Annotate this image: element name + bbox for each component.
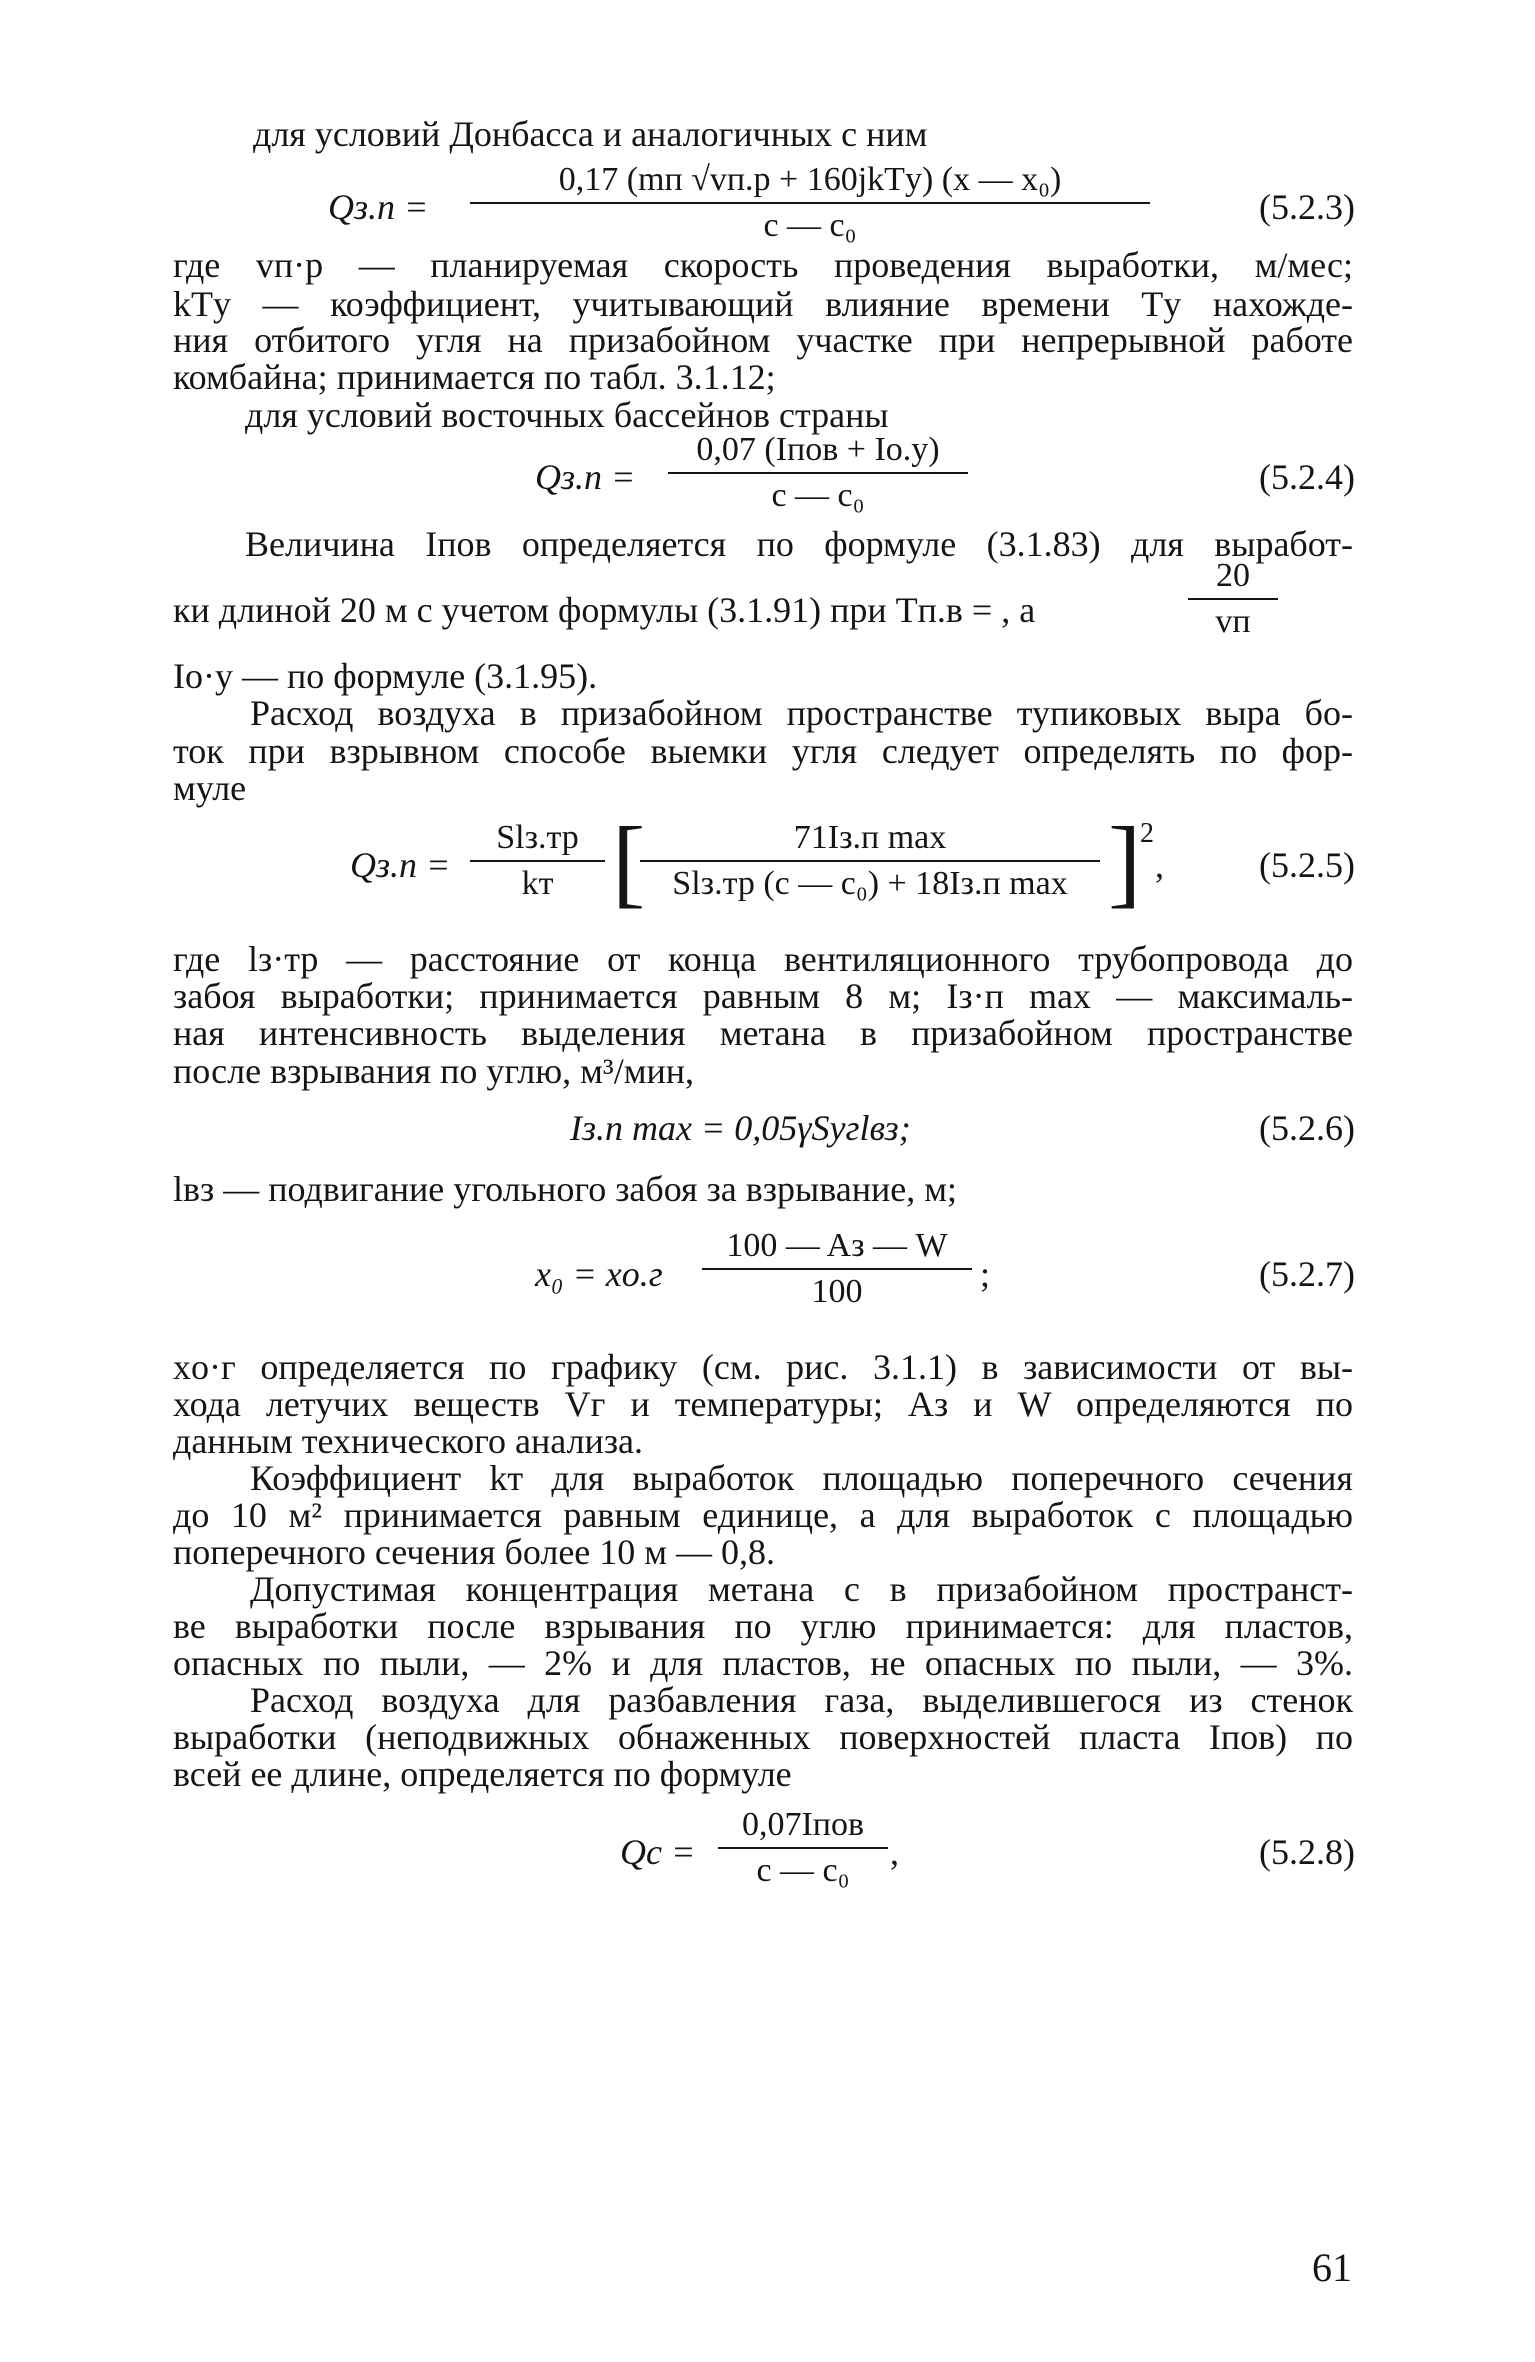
text-line: kTу — коэффициент, учитывающий влияние времени Tу нахожде- (173, 284, 1353, 324)
text-line: ток при взрывном способе выемки угля следует определять по фор- (173, 731, 1353, 771)
fraction-numerator: 20 (1216, 557, 1250, 594)
text-line: Расход воздуха для разбавления газа, выделившегося из стенок (250, 1680, 1353, 1720)
fraction-denominator: Slз.тр (c — c₀) + 18Iз.п max (672, 865, 1068, 902)
fraction-bar (470, 860, 605, 862)
text-line: ки длиной 20 м с учетом формулы (3.1.91) при Tп.в = , а (173, 590, 1036, 630)
fraction-bar (718, 1847, 888, 1849)
exponent: 2 (1140, 818, 1154, 849)
text-line: где vп·р — планируемая скорость проведения выработки, м/мес; (173, 245, 1353, 285)
text-line: всей ее длине, определяется по формуле (173, 1754, 792, 1794)
text-line: выработки (неподвижных обнаженных поверхностей пласта Iпов) по (173, 1717, 1353, 1757)
left-bracket: [ (612, 806, 646, 917)
text-line: опасных по пыли, — 2% и для пластов, не опасных по пыли, — 3%. (173, 1643, 1353, 1683)
equation-number: (5.2.3) (1259, 187, 1355, 227)
text-line: ния отбитого угля на призабойном участке при непрерывной работе (173, 320, 1353, 360)
equation-fraction (470, 818, 605, 904)
fraction-denominator: vп (1215, 603, 1251, 640)
text-line: забоя выработки; принимается равным 8 м; Iз·п max — максималь- (173, 976, 1353, 1016)
equation-fraction (640, 818, 1100, 904)
equation-number: (5.2.4) (1259, 457, 1355, 497)
equation-fraction (702, 1226, 972, 1312)
equation-lhs: Qз.п = (328, 187, 429, 227)
text-line: ве выработки после взрывания по углю принимается: для пластов, (173, 1606, 1353, 1646)
fraction-numerator: 0,07 (Iпов + Iо.у) (696, 431, 940, 468)
fraction-bar (668, 472, 968, 474)
text-line: ная интенсивность выделения метана в призабойном пространстве (173, 1013, 1353, 1053)
text-line: поперечного сечения более 10 м — 0,8. (173, 1532, 776, 1572)
text-line: Допустимая концентрация метана c в призабойном пространст- (250, 1569, 1353, 1609)
text-line: lвз — подвигание угольного забоя за взрывание, м; (173, 1169, 957, 1209)
equation-number: (5.2.5) (1259, 845, 1355, 885)
text-line: для условий восточных бассейнов страны (245, 395, 889, 435)
equation-number: (5.2.7) (1259, 1254, 1355, 1294)
fraction-numerator: 0,07Iпов (741, 1806, 865, 1843)
fraction-numerator: 71Iз.п max (793, 819, 947, 856)
equation-lhs: Qc = (620, 1832, 696, 1872)
semicolon: ; (980, 1254, 991, 1294)
equation-fraction (470, 160, 1150, 246)
fraction-denominator: c — c₀ (763, 207, 857, 244)
equation-lhs: x₀ = xо.г (535, 1254, 663, 1294)
text-line: комбайна; принимается по табл. 3.1.12; (173, 357, 776, 397)
comma: , (890, 1832, 899, 1872)
fraction-denominator: c — c₀ (756, 1852, 850, 1889)
equation-number: (5.2.6) (1259, 1108, 1355, 1148)
fraction-denominator: kт (521, 865, 554, 902)
text-line: xо·г определяется по графику (см. рис. 3.1.1) в зависимости от вы- (173, 1347, 1353, 1387)
equation-fraction (668, 430, 968, 516)
fraction-bar (1188, 598, 1278, 600)
text-line: муле (173, 768, 247, 808)
fraction-bar (640, 860, 1100, 862)
fraction-bar (470, 202, 1150, 204)
text-line: до 10 м² принимается равным единице, а для выработок с площадью (173, 1495, 1353, 1535)
fraction-denominator: c — c₀ (771, 477, 865, 514)
fraction-bar (702, 1268, 972, 1270)
text-line: Величина Iпов определяется по формуле (3.1.83) для выработ- (245, 524, 1353, 564)
text-line: где lз·тр — расстояние от конца вентиляционного трубопровода до (173, 939, 1353, 979)
comma: , (1155, 845, 1164, 885)
text-line: Расход воздуха в призабойном пространстве тупиковых выра бо- (250, 693, 1353, 733)
fraction-numerator: 100 — Aз — W (726, 1227, 948, 1264)
page-number: 61 (1312, 2245, 1352, 2290)
text-line: Iо·у — по формуле (3.1.95). (173, 656, 598, 696)
fraction-denominator: 100 (811, 1273, 863, 1310)
equation-lhs: Qз.п = (350, 845, 451, 885)
text-line: данным технического анализа. (173, 1421, 644, 1461)
fraction-numerator: Slз.тр (496, 819, 579, 856)
equation-number: (5.2.8) (1259, 1832, 1355, 1872)
inline-fraction (1188, 556, 1278, 642)
right-bracket: ] (1108, 806, 1142, 917)
equation-fraction (718, 1805, 888, 1891)
equation-lhs: Qз.п = (535, 457, 636, 497)
text-line: хода летучих веществ Vг и температуры; Aз и W определяются по (173, 1384, 1353, 1424)
text-line: для условий Донбасса и аналогичных с ним (253, 114, 928, 154)
fraction-numerator: 0,17 (mп √vп.р + 160jkTу) (x — x₀) (558, 161, 1062, 198)
equation: Iз.п max = 0,05γSугlвз; (570, 1108, 911, 1148)
text-line: после взрывания по углю, м³/мин, (173, 1051, 695, 1091)
text-line: Коэффициент kт для выработок площадью поперечного сечения (250, 1458, 1353, 1498)
